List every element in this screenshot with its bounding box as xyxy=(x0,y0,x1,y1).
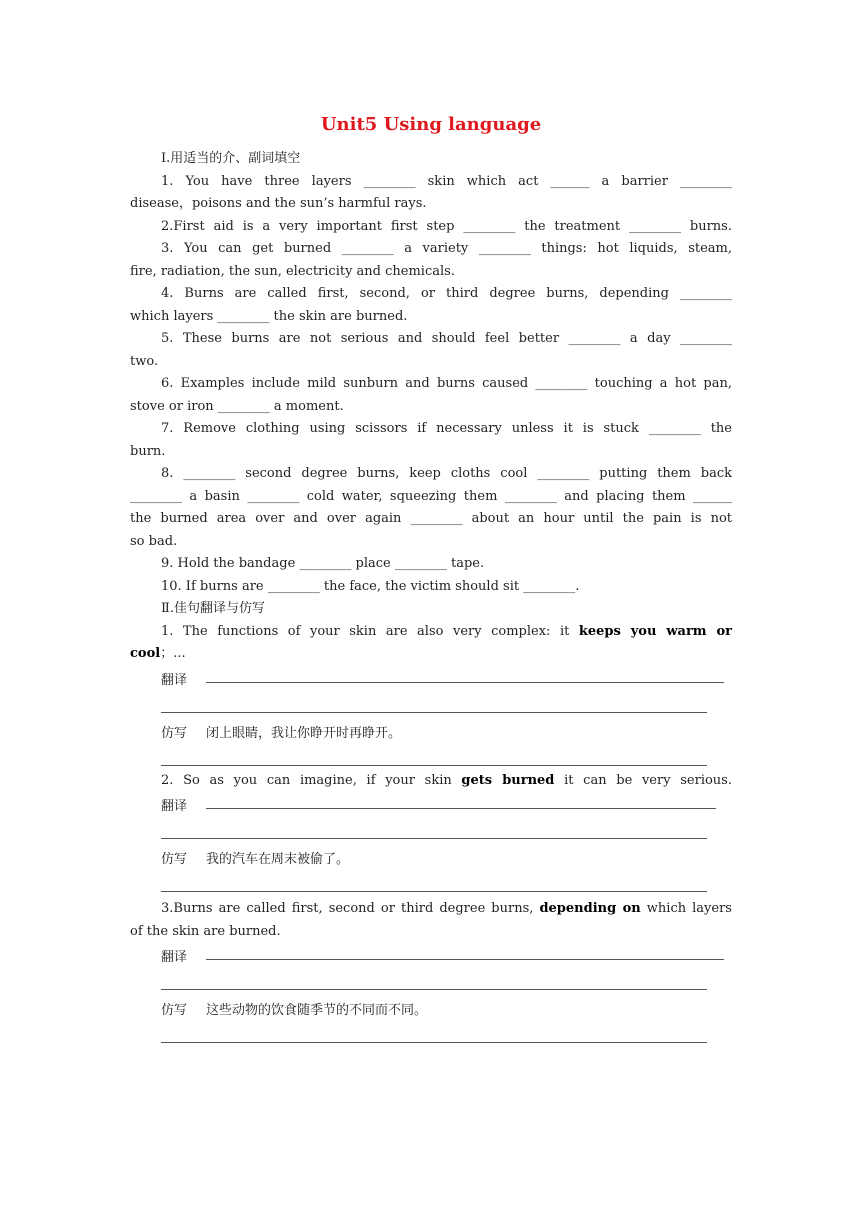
item-10-line-1: 10. If burns are ________ the face, the victim should sit ________. xyxy=(161,578,580,594)
item-1-line-2: disease，poisons and the sun’s harmful rays. xyxy=(130,196,427,211)
q1-translate-label: 翻译 xyxy=(161,672,188,688)
item-1-line-1: 1. You have three layers ________ skin which act ______ a barrier ________ xyxy=(161,173,732,189)
item-7-line-1: 7. Remove clothing using scissors if necessary unless it is stuck ________ the xyxy=(161,421,732,436)
q3-imitate-row xyxy=(130,1000,732,1022)
q1-key-phrase: keeps you warm or xyxy=(578,623,732,639)
q3-sentence-text: 3.Burns are called first, second or third degree burns, xyxy=(161,901,540,916)
q3-key-phrase: depending on xyxy=(539,901,641,916)
item-8-line-3: the burned area over and over again ________ about an hour until the pain is not xyxy=(130,511,732,526)
item-5-line-2: two. xyxy=(130,353,159,369)
q2-sentence-line-1 xyxy=(130,770,732,793)
item-8-line-2: ________ a basin ________ cold water, squeezing them ________ and placing them ______ xyxy=(130,488,732,504)
q2-translate-answer-line[interactable] xyxy=(206,808,716,809)
q3-imitate-prompt: 这些动物的饮食随季节的不同而不同。 xyxy=(206,1003,428,1018)
q1-key-phrase-cont: cool xyxy=(130,646,161,661)
item-7-line-2: burn. xyxy=(130,443,166,459)
q1-sentence-text: 1. The functions of your skin are also very complex: it xyxy=(161,623,579,639)
q2-imitate-row xyxy=(130,849,732,871)
worksheet-page xyxy=(130,112,732,1043)
item-8-line-4: so bad. xyxy=(130,533,178,549)
item-6-line-1: 6. Examples include mild sunburn and burns caused ________ touching a hot pan, xyxy=(161,376,732,391)
q1-translate-answer-line[interactable] xyxy=(206,682,724,683)
page-title: Unit5 Using language xyxy=(320,114,542,135)
q2-sentence-text: 2. So as you can imagine, if your skin xyxy=(161,772,462,788)
item-4-line-2: which layers ________ the skin are burned. xyxy=(130,308,408,324)
q3-translate-answer-line[interactable] xyxy=(206,959,724,960)
q2-key-phrase: gets burned xyxy=(461,772,555,788)
q3-imitate-answer-line[interactable] xyxy=(161,1042,707,1043)
q1-imitate-prompt: 闭上眼睛，我让你睁开时再睁开。 xyxy=(206,725,402,741)
section2-heading: Ⅱ.佳句翻译与仿写 xyxy=(161,601,265,616)
q2-translate-label: 翻译 xyxy=(161,799,188,814)
q2-imitate-label: 仿写 xyxy=(161,852,188,867)
item-9-line-1: 9. Hold the bandage ________ place ________ tape. xyxy=(161,556,485,571)
item-4-line-1: 4. Burns are called first, second, or third degree burns, depending ________ xyxy=(161,286,732,301)
item-5-line-1: 5. These burns are not serious and should feel better ________ a day ________ xyxy=(161,331,732,346)
q3-sentence-line-1 xyxy=(130,898,732,921)
q1-imitate-row xyxy=(130,723,732,745)
q3-imitate-label: 仿写 xyxy=(161,1003,188,1018)
section1-heading: Ⅰ.用适当的介、副词填空 xyxy=(161,151,301,166)
item-6-line-2: stove or iron ________ a moment. xyxy=(130,398,344,414)
q3-translate-row xyxy=(130,943,732,965)
item-8-line-1: 8. ________ second degree burns, keep cloths cool ________ putting them back xyxy=(161,466,732,481)
q3-sentence-tail: which layers xyxy=(640,901,732,916)
q2-sentence-tail: it can be very serious. xyxy=(554,772,732,788)
q3-sentence-line-2: of the skin are burned. xyxy=(130,923,281,939)
q1-sentence-line-1 xyxy=(130,621,732,644)
q1-imitate-label: 仿写 xyxy=(161,725,188,741)
q1-sentence-tail: ；... xyxy=(160,646,186,661)
q3-translate-label: 翻译 xyxy=(161,950,188,965)
q1-translate-row xyxy=(130,666,732,688)
q2-imitate-prompt: 我的汽车在周末被偷了。 xyxy=(206,852,350,867)
item-3-line-1: 3. You can get burned ________ a variety ________ things: hot liquids, steam, xyxy=(161,241,732,256)
q2-translate-row xyxy=(130,792,732,814)
item-2-line-1: 2.First aid is a very important first step ________ the treatment ________ burns. xyxy=(161,218,732,234)
item-3-line-2: fire, radiation, the sun, electricity and chemicals. xyxy=(130,263,455,279)
q1-sentence-line-2 xyxy=(130,643,732,666)
q1-imitate-answer-line[interactable] xyxy=(161,765,707,766)
q2-imitate-answer-line[interactable] xyxy=(161,891,707,892)
